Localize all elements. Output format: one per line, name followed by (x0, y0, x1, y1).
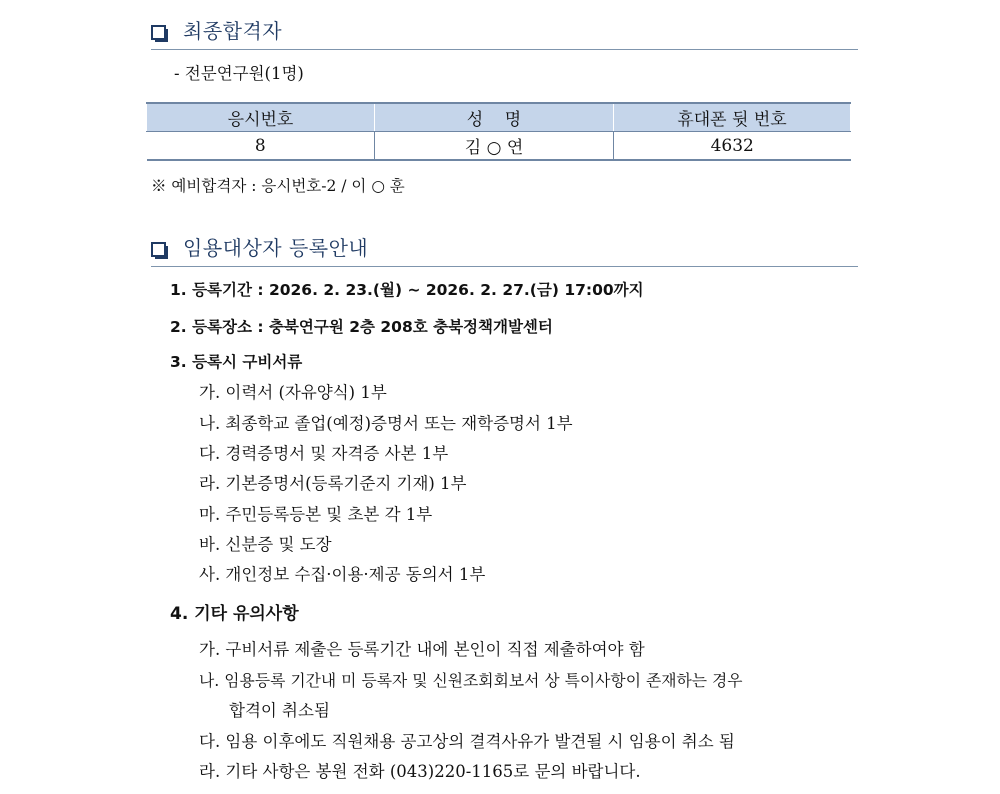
position-line: - 전문연구원(1명) (174, 64, 304, 83)
list-item: 바. 신분증 및 도장 (199, 535, 332, 554)
cell-phone-last-digits: 4632 (614, 132, 851, 161)
table-row (147, 132, 851, 161)
table-header-row (147, 103, 851, 132)
reserve-note: ※ 예비합격자 : 응시번호-2 / 이 ○ 훈 (151, 177, 405, 195)
list-item: 가. 구비서류 제출은 등록기간 내에 본인이 직접 제출하여야 함 (199, 640, 645, 659)
list-item: 라. 기타 사항은 봉원 전화 (043)220-1165로 문의 바랍니다. (199, 762, 641, 781)
section-header-final-passers (151, 15, 858, 50)
list-item: 다. 경력증명서 및 자격증 사본 1부 (199, 444, 449, 463)
checkbox-square-icon (151, 25, 166, 40)
list-item-continuation: 합격이 취소됨 (229, 701, 330, 720)
checkbox-square-icon (151, 242, 166, 257)
list-item: 가. 이력서 (자유양식) 1부 (199, 383, 387, 402)
list-item: 라. 기본증명서(등록기준지 기재) 1부 (199, 474, 467, 493)
list-item: 다. 임용 이후에도 직원채용 공고상의 결격사유가 발견될 시 임용이 취소 됨 (199, 732, 735, 751)
list-item: 나. 최종학교 졸업(예정)증명서 또는 재학증명서 1부 (199, 414, 573, 433)
registration-period: 1. 등록기간 : 2026. 2. 23.(월) ~ 2026. 2. 27.(금) 17:00까지 (170, 281, 644, 299)
results-table (146, 102, 851, 161)
header-exam-number: 응시번호 (147, 103, 375, 132)
cell-name: 김 ○ 연 (375, 132, 614, 161)
list-item: 사. 개인정보 수집·이용·제공 동의서 1부 (199, 565, 486, 584)
section-title: 임용대상자 등록안내 (183, 236, 369, 260)
registration-place: 2. 등록장소 : 충북연구원 2층 208호 충북정책개발센터 (170, 318, 553, 336)
other-notes-title: 4. 기타 유의사항 (170, 604, 299, 624)
section-title: 최종합격자 (183, 19, 283, 43)
required-docs-title: 3. 등록시 구비서류 (170, 353, 303, 371)
header-name: 성 명 (375, 103, 614, 132)
list-item: 마. 주민등록등본 및 초본 각 1부 (199, 505, 433, 524)
list-item: 나. 임용등록 기간내 미 등록자 및 신원조회회보서 상 특이사항이 존재하는 경우 (199, 671, 743, 690)
cell-exam-number: 8 (147, 132, 375, 161)
section-header-registration (151, 232, 858, 267)
header-phone-last-digits: 휴대폰 뒷 번호 (614, 103, 851, 132)
